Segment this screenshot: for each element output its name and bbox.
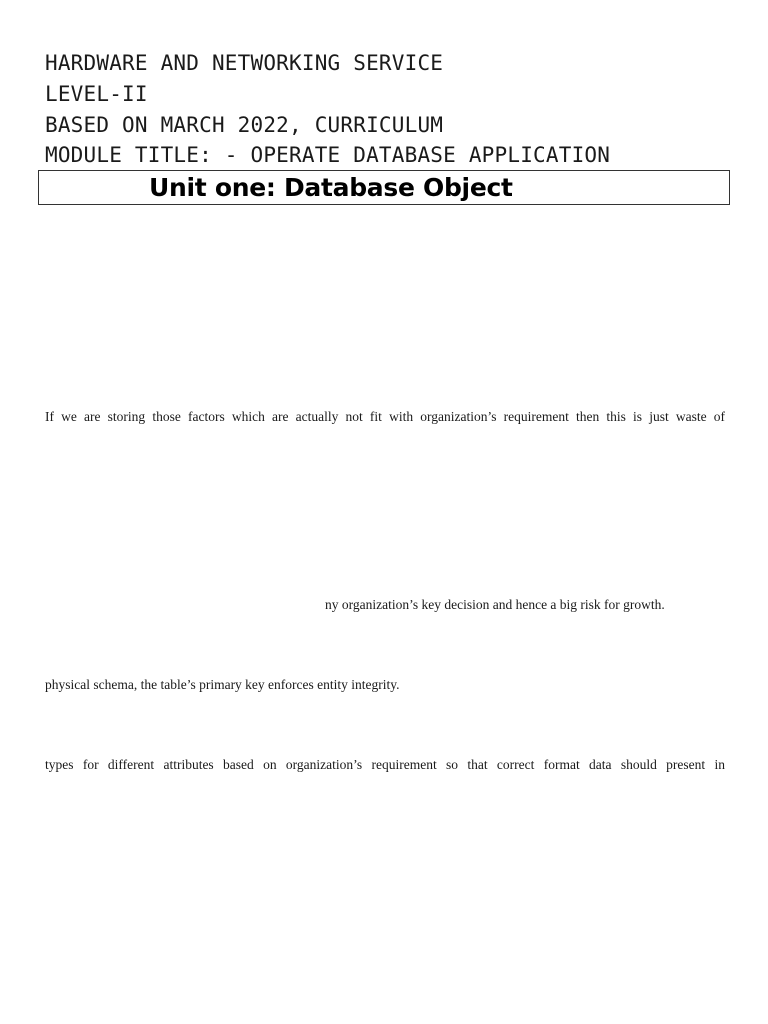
body-text-line: physical schema, the table’s primary key enforces entity integrity. bbox=[45, 677, 400, 692]
header-program: HARDWARE AND NETWORKING SERVICE bbox=[45, 51, 444, 75]
header-level: LEVEL-II bbox=[45, 82, 148, 106]
unit-title-box bbox=[38, 170, 730, 205]
header-module-title: MODULE TITLE: - OPERATE DATABASE APPLICATION bbox=[45, 143, 611, 167]
header-curriculum: BASED ON MARCH 2022, CURRICULUM bbox=[45, 113, 444, 137]
body-text-line: If we are storing those factors which are actually not fit with organization’s requirement then this is just waste of bbox=[45, 409, 725, 424]
unit-title: Unit one: Database Object bbox=[149, 173, 513, 202]
body-text-line: types for different attributes based on organization’s requirement so that correct format data should present in bbox=[45, 757, 725, 772]
body-text-line: ny organization’s key decision and hence a big risk for growth. bbox=[325, 597, 665, 612]
